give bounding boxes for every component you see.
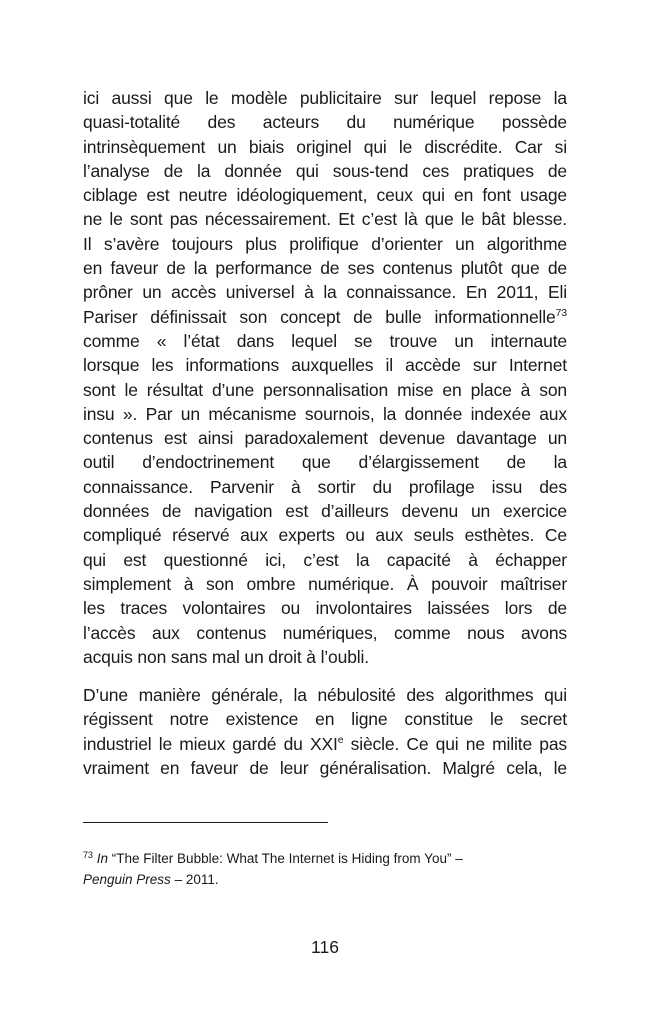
- footnote-line-1: [83, 848, 567, 869]
- text-line: qui est questionné ici, c’est la capacité à échapper: [83, 549, 567, 570]
- text-line: intrinsèquement un biais originel qui le discrédite. Car si: [83, 136, 567, 157]
- text-line-content: Pariser définissait son concept de bulle informationnelle: [83, 306, 556, 327]
- footnote-number: 73: [83, 850, 94, 860]
- text-line: données de navigation est d’ailleurs devenu un exercice: [83, 501, 567, 522]
- text-line: en faveur de la performance de ses contenus plutôt que de: [83, 258, 567, 279]
- text-line: l’analyse de la donnée qui sous-tend ces pratiques de: [83, 160, 567, 181]
- text-line: ici aussi que le modèle publicitaire sur lequel repose la: [83, 88, 567, 108]
- text-line: compliqué réservé aux experts ou aux seuls esthètes. Ce: [83, 525, 567, 546]
- text-line: prôner un accès universel à la connaissance. En 2011, Eli: [83, 282, 567, 303]
- text-line: sont le résultat d’une personnalisation mise en place à son: [83, 379, 567, 400]
- page-number: 116: [311, 937, 339, 957]
- text-line: simplement à son ombre numérique. À pouvoir maîtriser: [83, 573, 567, 594]
- text-line: connaissance. Parvenir à sortir du profilage issu des: [83, 476, 567, 497]
- footnote-separator: [83, 822, 328, 823]
- footnote-title: “The Filter Bubble: What The Internet is Hiding from You” –: [108, 851, 463, 866]
- text-line: lorsque les informations auxquelles il accède sur Internet: [83, 355, 567, 376]
- text-line: l’accès aux contenus numériques, comme nous avons: [83, 622, 567, 643]
- footnote-line-2: [83, 869, 567, 890]
- text-line: quasi-totalité des acteurs du numérique possède: [83, 112, 567, 133]
- text-line: acquis non sans mal un droit à l’oubli.: [83, 646, 369, 667]
- century-superscript: e: [337, 733, 344, 746]
- text-line: ciblage est neutre idéologiquement, ceux qui en font usage: [83, 185, 567, 206]
- text-line: vraiment en faveur de leur généralisation. Malgré cela, le: [83, 758, 567, 779]
- text-line: ne le sont pas nécessairement. Et c’est là que le bât blesse.: [83, 209, 567, 230]
- text-line: D’une manière générale, la nébulosité des algorithmes qui: [83, 685, 567, 706]
- text-line: outil d’endoctrinement que d’élargissement de la: [83, 452, 567, 473]
- text-line: insu ». Par un mécanisme sournois, la donnée indexée aux: [83, 403, 567, 424]
- text-line: contenus est ainsi paradoxalement devenue davantage un: [83, 428, 567, 449]
- footnote-in-label: In: [96, 851, 109, 866]
- page-body: [83, 86, 567, 780]
- text-line: les traces volontaires ou involontaires laissées lors de: [83, 598, 567, 619]
- footnote: [83, 848, 567, 890]
- footnote-reference[interactable]: 73: [555, 306, 567, 319]
- text-line-with-footnote: [83, 305, 567, 329]
- text-line: comme « l’état dans lequel se trouve un internaute: [83, 330, 567, 351]
- text-line-with-superscript: [83, 732, 567, 756]
- text-line: Il s’avère toujours plus prolifique d’orienter un algorithme: [83, 233, 567, 254]
- paragraph-2: [83, 683, 567, 780]
- footnote-publisher: Penguin Press: [83, 872, 171, 887]
- text-line-end: siècle. Ce qui ne milite pas: [343, 733, 568, 754]
- footnote-year: – 2011.: [170, 872, 219, 887]
- paragraph-1: [83, 86, 567, 669]
- text-line: régissent notre existence en ligne constitue le secret: [83, 709, 567, 730]
- text-line-start: industriel le mieux gardé du XXI: [83, 733, 338, 754]
